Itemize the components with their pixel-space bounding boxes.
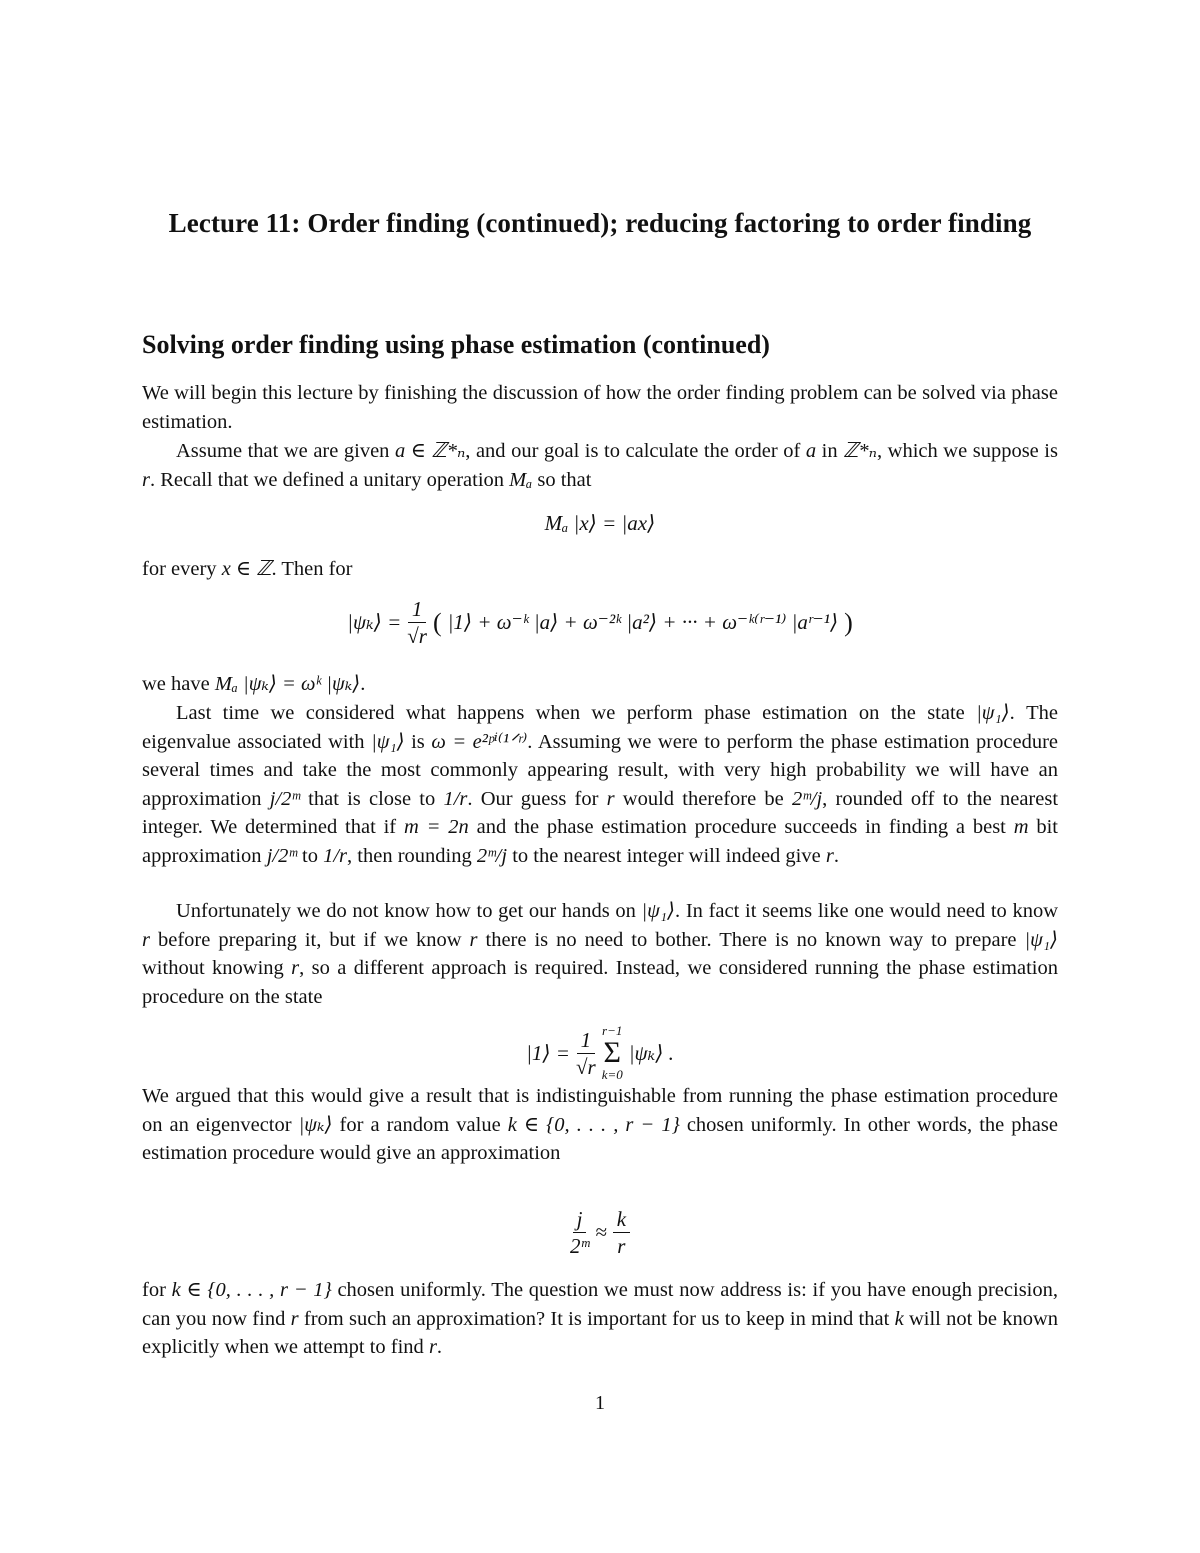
paragraph-for-k: for k ∈ {0, . . . , r − 1} chosen uniformly. The question we must now address is: if you have enough precision, can you now find r from such an approximation? It is important for us to keep in mind that k will not be known explicitly when we attempt to find r. bbox=[142, 1279, 1059, 1359]
paragraph-last-time: Last time we considered what happens when we perform phase estimation on the state |ψ₁⟩. The eigenvalue associated with |ψ₁⟩ is ω = e²ᵖⁱ⁽¹ᐟʳ⁾. Assuming we were to perform the phase estimation procedure several times and take the most commonly appearing result, with very high probability we will have an approximation j/2ᵐ that is close to 1/r. Our guess for r would therefore be 2ᵐ/j, rounded off to the nearest integer. We determined that if m = 2n and the phase estimation procedure succeeds in finding a best m bit approximation j/2ᵐ to 1/r, then rounding 2ᵐ/j to the nearest integer will indeed give r. bbox=[142, 702, 1059, 867]
section-heading: Solving order finding using phase estimation (continued) bbox=[142, 330, 770, 359]
page-number: 1 bbox=[595, 1392, 605, 1414]
equation-psi-k: |ψₖ⟩ = $\frac{1}{√r}$ ( |1⟩ + ω⁻ᵏ |a⟩ + ω⁻²ᵏ |a²⟩ + ··· + ω⁻ᵏ⁽ʳ⁻¹⁾ |aʳ⁻¹⟩ ) bbox=[347, 597, 853, 648]
paragraph-intro: We will begin this lecture by finishing the discussion of how the order finding problem can be solved via phase estimation. bbox=[142, 382, 1058, 433]
equation-ma-definition: Mₐ |x⟩ = |ax⟩ bbox=[544, 511, 656, 535]
paragraph-unfortunately: Unfortunately we do not know how to get our hands on |ψ₁⟩. In fact it seems like one would need to know r before preparing it, but if we know r there is no need to bother. There is no known way to prepare |ψ₁⟩ without knowing r, so a different approach is required. Instead, we considered running the phase estimation procedure on the state bbox=[142, 900, 1059, 1008]
fraction-one-over-sqrt-r: $\frac{1}{√r}$ bbox=[575, 1027, 596, 1079]
equation-approximation: $\frac{j}{\text{2ᵐ}}$ ≈ $\frac{k}{r}$ bbox=[142, 1206, 1058, 1259]
paragraph-we-argued: We argued that this would give a result that is indistinguishable from running the phase estimation procedure on an eigenvector |ψₖ⟩ for a random value k ∈ {0, . . . , r − 1} chosen uniformly. In other words, the phase estimation procedure would give an approximation bbox=[142, 1085, 1058, 1165]
math-a-in-zn: a ∈ ℤ*ₙ bbox=[394, 440, 466, 462]
fraction-one-over-sqrt-r: $\frac{1}{√r}$ bbox=[407, 597, 427, 648]
paragraph-assume: Assume that we are given a ∈ ℤ*ₙ, and our goal is to calculate the order of a in ℤ*ₙ, which we suppose is r. Recall that we defined a unitary operation Mₐ so that bbox=[142, 440, 1058, 491]
paragraph-we-have: we have Mₐ |ψₖ⟩ = ωᵏ |ψₖ⟩. bbox=[142, 673, 366, 695]
summation-symbol: r−1 Σ k=0 bbox=[601, 1023, 623, 1082]
paragraph-for-every: for every x ∈ ℤ. Then for bbox=[142, 558, 353, 580]
equation-ket-one-sum: |1⟩ = $\frac{1}{√r}$ r−1 Σ k=0 |ψₖ⟩ . bbox=[526, 1023, 674, 1082]
lecture-title: Lecture 11: Order finding (continued); reducing factoring to order finding bbox=[168, 208, 1032, 238]
